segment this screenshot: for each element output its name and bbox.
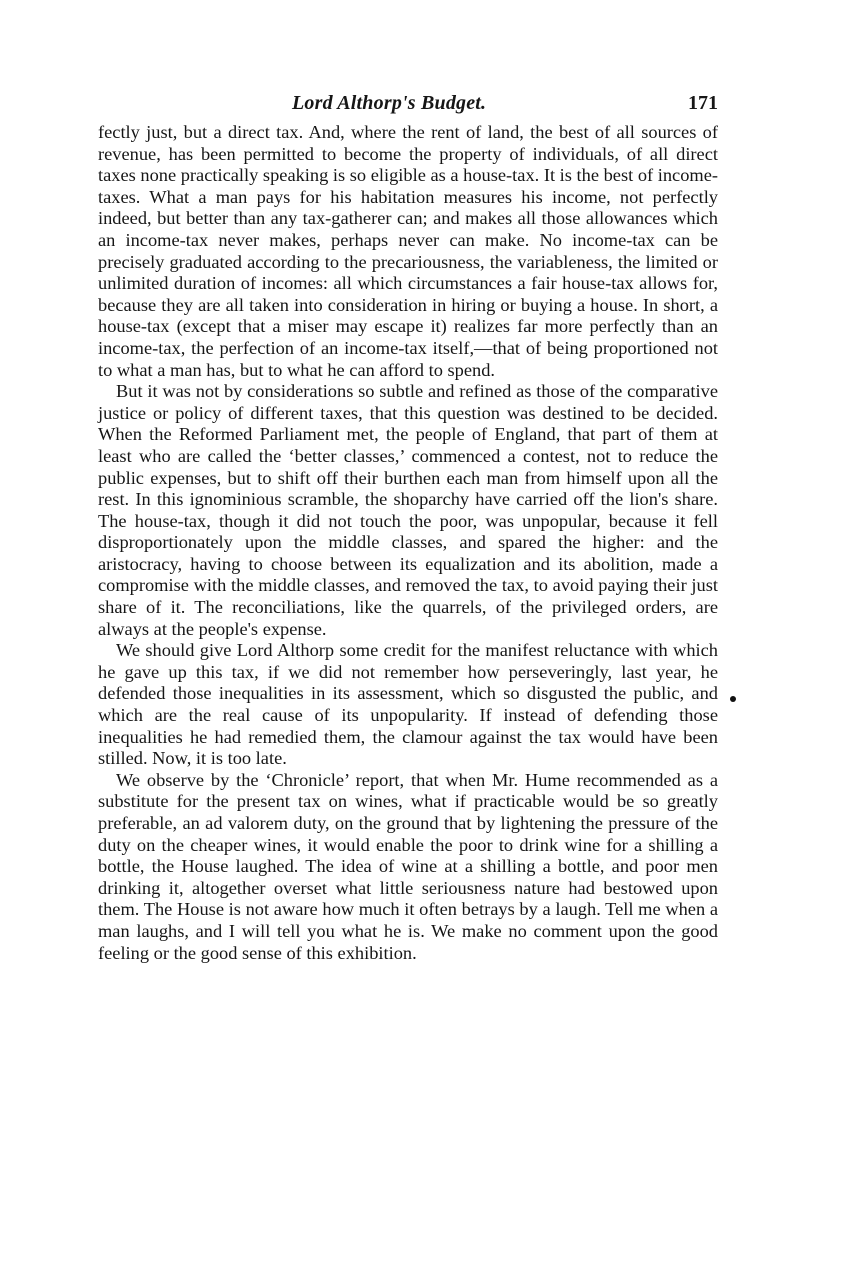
running-head: Lord Althorp's Budget.	[292, 92, 487, 114]
page-number: 171	[688, 92, 718, 114]
paragraph-3: We should give Lord Althorp some credit for the manifest reluctance with which he gave up this tax, if we did not remember how perseveringly, last year, he defended those inequalities in its assessment, which so disgusted the public, and which are the real cause of its unpopularity. If instead of defending those inequalities he had remedied them, the clamour against the tax would have been stilled. Now, it is too late.	[98, 640, 718, 769]
paragraph-2: But it was not by considerations so subtle and refined as those of the comparative justice or policy of different taxes, that this question was destined to be decided. When the Reformed Parliament met, the people of England, that part of them at least who are called the ‘better classes,’ commenced a contest, not to reduce the public expenses, but to shift off their burthen each man from himself upon all the rest. In this ignominious scramble, the shoparchy have carried off the lion's share. The house-tax, though it did not touch the poor, was unpopular, because it fell disproportionately upon the middle classes, and spared the higher: and the aristocracy, having to choose between its equalization and its abolition, made a compromise with the middle classes, and removed the tax, to avoid paying their just share of it. The reconciliations, like the quarrels, of the privileged orders, are always at the people's expense.	[98, 381, 718, 639]
page-header	[98, 92, 718, 122]
paragraph-1: fectly just, but a direct tax. And, where the rent of land, the best of all sources of revenue, has been permitted to become the property of individuals, of all direct taxes none practically speaking is so eligible as a house-tax. It is the best of income-taxes. What a man pays for his habitation measures his income, not perfectly indeed, but better than any tax-gatherer can; and makes all those allowances which an income-tax never makes, perhaps never can make. No income-tax can be precisely graduated according to the precariousness, the variableness, the limited or unlimited duration of incomes: all which circumstances a fair house-tax allows for, because they are all taken into consideration in hiring or buying a house. In short, a house-tax (except that a miser may escape it) realizes far more perfectly than an income-tax, the perfection of an income-tax itself,—that of being proportioned not to what a man has, but to what he can afford to spend.	[98, 122, 718, 380]
margin-dot-mark	[730, 696, 736, 702]
book-page	[98, 92, 718, 964]
body-text	[98, 122, 718, 964]
paragraph-4: We observe by the ‘Chronicle’ report, that when Mr. Hume recommended as a substitute for the present tax on wines, what if practicable would be so greatly preferable, an ad valorem duty, on the ground that by lightening the pressure of the duty on the cheaper wines, it would enable the poor to drink wine for a shilling a bottle, the House laughed. The idea of wine at a shilling a bottle, and poor men drinking it, altogether overset what little seriousness nature had bestowed upon them. The House is not aware how much it often betrays by a laugh. Tell me when a man laughs, and I will tell you what he is. We make no comment upon the good feeling or the good sense of this exhibition.	[98, 769, 718, 963]
